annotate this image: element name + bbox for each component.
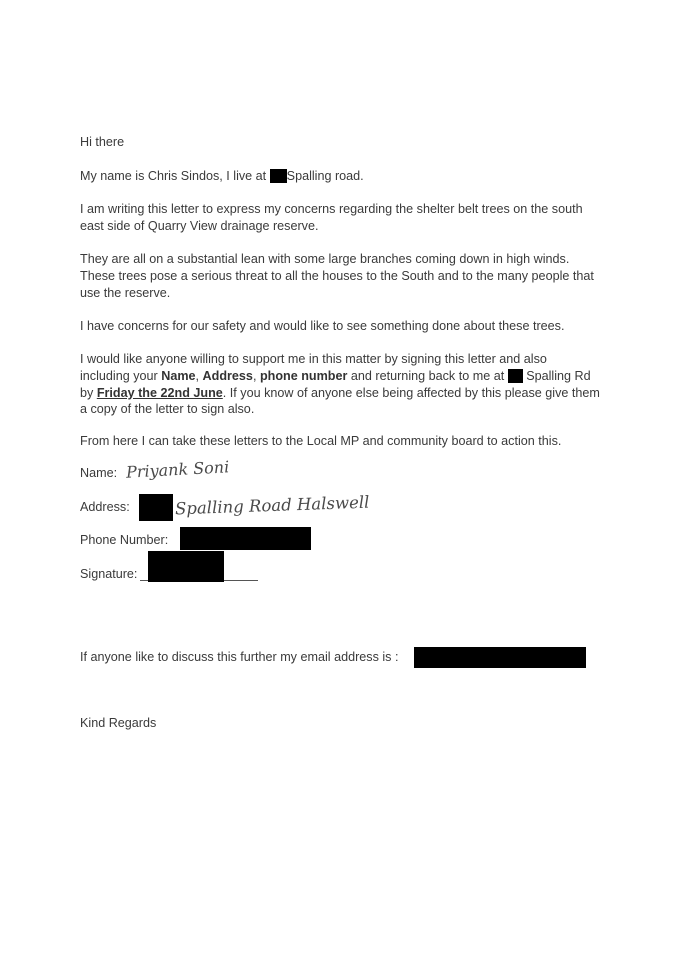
request-bold-name: Name (161, 368, 196, 383)
address-label: Address: (80, 500, 130, 514)
request-sep-2: , (252, 368, 260, 383)
redacted-phone-number (180, 527, 311, 550)
intro-paragraph (80, 168, 600, 185)
request-bold-address: Address (202, 368, 253, 383)
concern-paragraph-1: I am writing this letter to express my concerns regarding the shelter belt trees on the south east side of Quarry View drainage reserve. (80, 202, 583, 233)
request-paragraph (80, 351, 600, 418)
request-text-4: . If you know of anyone else being affected by this please give them a copy of the letter to sign also. (80, 385, 600, 417)
concern-paragraph-2: They are all on a substantial lean with some large branches coming down in high winds. These trees pose a serious threat to all the houses to the South and to the many people that use the reserve. (80, 252, 594, 300)
redacted-signature (148, 551, 224, 582)
redacted-email-address (414, 647, 586, 668)
request-sep-1: , (195, 368, 203, 383)
intro-street: Spalling road. (286, 169, 364, 183)
concern-paragraph-3: I have concerns for our safety and would like to see something done about these trees. (80, 319, 565, 333)
phone-label: Phone Number: (80, 533, 169, 547)
intro-text: My name is Chris Sindos, I live at (80, 169, 267, 183)
request-deadline-date: Friday the 22nd June (96, 385, 223, 400)
handwritten-name: Priyank Soni (125, 457, 230, 482)
request-text-3: Spalling Rd by (80, 368, 591, 400)
contact-text: If anyone like to discuss this further my email address is : (80, 650, 399, 664)
handwritten-address: Spalling Road Halswell (174, 492, 370, 519)
redacted-address-number (139, 494, 173, 521)
name-label: Name: (80, 466, 118, 480)
request-bold-phone: phone number (259, 368, 348, 383)
signature-label: Signature: (80, 567, 138, 581)
action-paragraph: From here I can take these letters to the Local MP and community board to action this. (80, 434, 562, 448)
redacted-house-number (270, 169, 287, 183)
request-text-1: I would like anyone willing to support me in this matter by signing this letter and also including your (80, 352, 547, 383)
greeting: Hi there (80, 135, 125, 149)
closing: Kind Regards (80, 716, 157, 730)
request-text-2: and returning back to me at (347, 368, 508, 383)
redacted-house-number-2 (508, 369, 523, 383)
